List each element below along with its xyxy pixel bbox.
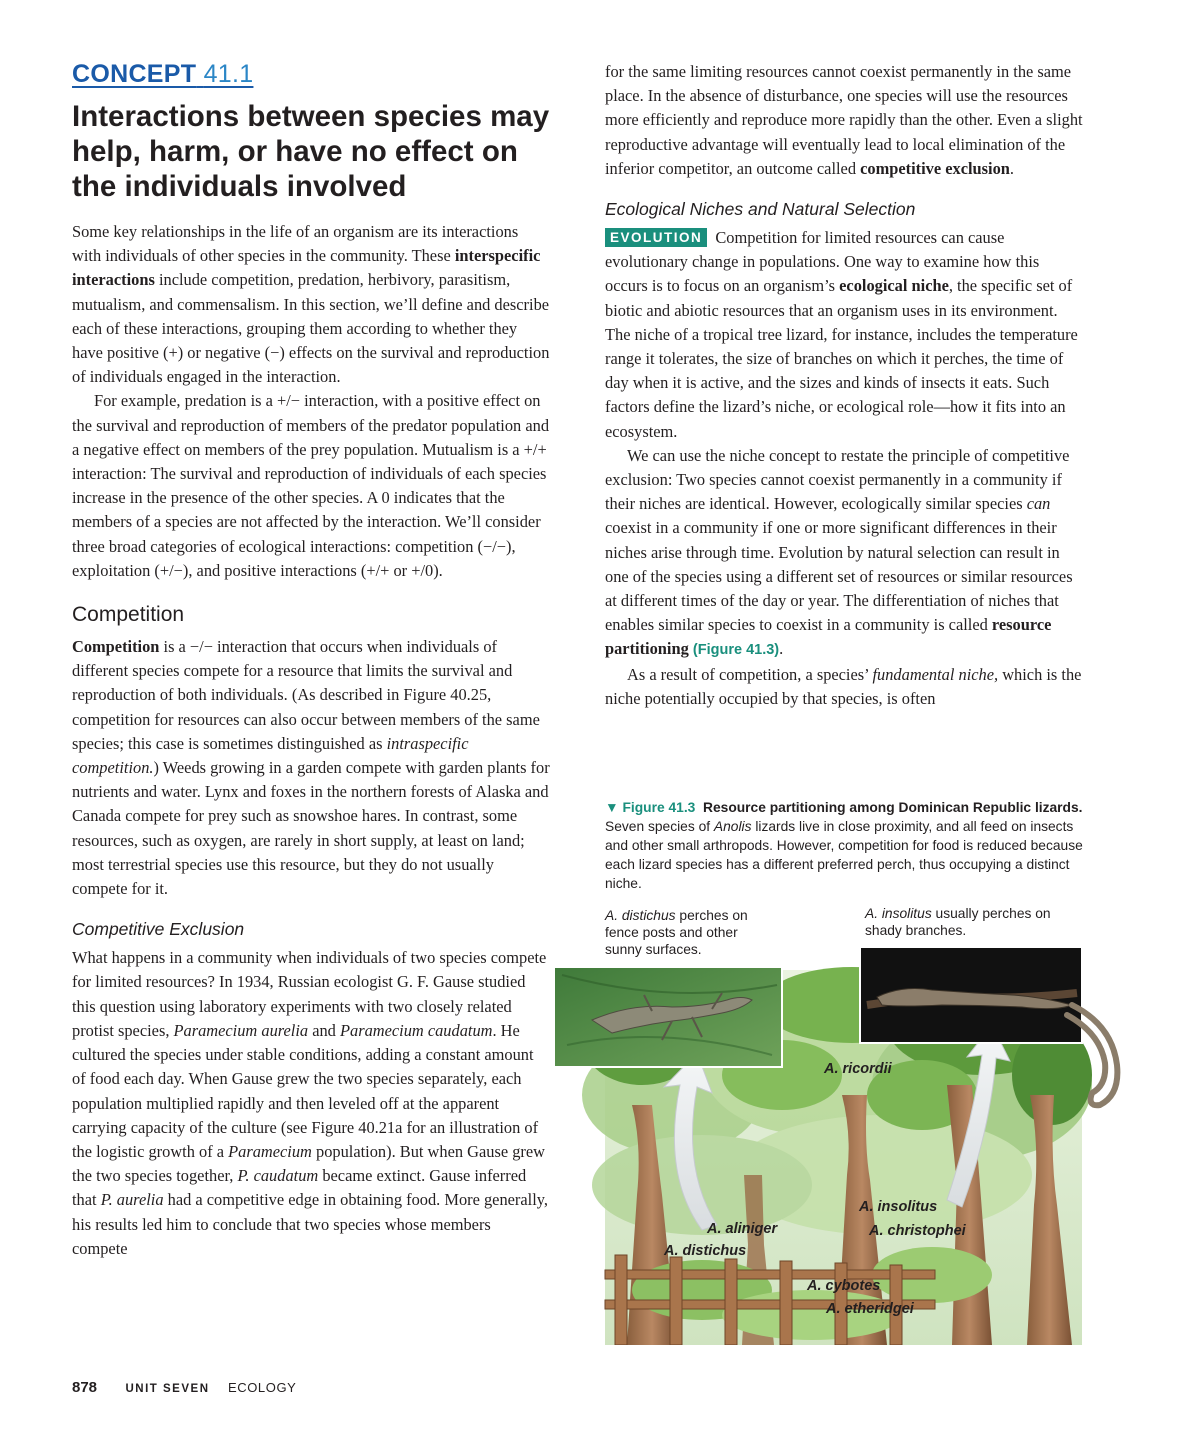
figure-title: Resource partitioning among Dominican Republic lizards. — [703, 800, 1083, 815]
concept-number: 41.1 — [203, 60, 254, 88]
left-column — [72, 60, 550, 1261]
figure-reference-link[interactable]: (Figure 41.3) — [692, 642, 780, 659]
distichus-photo — [554, 967, 782, 1067]
key-term-competitive-exclusion: competitive exclusion — [860, 158, 1010, 178]
label-aliniger: A. aliniger — [707, 1221, 778, 1237]
niche-heading: Ecological Niches and Natural Selection — [605, 199, 916, 220]
key-term-resource-partitioning: resource partitioning — [605, 615, 1052, 659]
right-column — [605, 60, 1083, 711]
label-christophei: A. christophei — [869, 1223, 966, 1239]
niche-paragraph-3: As a result of competition, a species’ fundamental niche, which is the niche potentially occupied by that species, is often — [605, 664, 1082, 708]
key-term-interspecific: interspecific interactions — [72, 246, 541, 290]
label-distichus: A. distichus — [664, 1243, 747, 1259]
figure-number: ▼ Figure 41.3 — [605, 800, 696, 815]
forest-illustration — [552, 945, 1132, 1345]
label-etheridgei: A. etheridgei — [826, 1301, 914, 1317]
label-cybotes: A. cybotes — [807, 1278, 881, 1294]
distichus-note: A. distichus perches on fence posts and other sunny surfaces. — [605, 908, 748, 957]
key-term-competition: Competition — [72, 637, 160, 657]
concept-title: Interactions between species may help, harm, or have no effect on the individuals involved — [72, 100, 550, 203]
competition-paragraph: Competition is a −/− interaction that occurs when individuals of different species compete for a resource that limits the survival and reproduction of both individuals. (As described in Figure 40.25, competition for resources can also occur between members of the same species; this case is sometimes distinguished as intraspecific competition.) Weeds growing in a garden compete with garden plants for nutrients and water. Lynx and foxes in the northern forests of Alaska and Canada compete for prey such as snowshoe hares. In contrast, some resources, such as oxygen, are rarely in short supply, at least on land; most terrestrial species use this resource, but they do not usually compete for it. — [72, 637, 550, 899]
competition-heading: Competition — [72, 603, 185, 627]
evolution-badge: EVOLUTION — [605, 228, 707, 247]
niche-paragraph-2: We can use the niche concept to restate the principle of competitive exclusion: Two species cannot coexist permanently in a community if their niches are identical. However, ecologically similar species can coexist in a community if one or more significant differences in their niches arise through time. Evolution by natural selection can result in one of the species using a different set of resources or similar resources at different times of the day or year. The differentiation of niches that enables similar species to coexist in a community is called resource partitioning (Figure 41.3). — [605, 445, 1073, 659]
label-ricordii: A. ricordii — [824, 1061, 892, 1077]
label-insolitus: A. insolitus — [859, 1199, 938, 1215]
figure-caption: ▼ Figure 41.3 Resource partitioning among Dominican Republic lizards. Seven species of Anolis lizards live in close proximity, and all feed on insects and other small arthropods. However, competition for food is reduced because each lizard species has a different preferred perch, thus occupying a distinct niche. — [605, 800, 1083, 891]
insolitus-note: A. insolitus usually perches on shady branches. — [865, 906, 1051, 938]
key-term-ecological-niche: ecological niche — [839, 276, 949, 296]
continued-paragraph: for the same limiting resources cannot coexist permanently in the same place. In the absence of disturbance, one species will use the resources more efficiently and reproduce more rapidly than the other. Even a slight reproductive advantage will eventually lead to local elimination of the inferior competitor, an outcome called competitive exclusion. — [605, 62, 1083, 178]
competitive-exclusion-paragraph: What happens in a community when individuals of two species compete for limited resources? In 1934, Russian ecologist G. F. Gause studied this question using laboratory experiments with two closely related protist species, Paramecium aurelia and Paramecium caudatum. He cultured the species under stable conditions, adding a constant amount of food each day. When Gause grew the two species separately, each population multiplied rapidly and then leveled off at the apparent carrying capacity of the culture (see Figure 40.21a for an illustration of the logistic growth of a Paramecium population). But when Gause grew the two species together, P. caudatum became extinct. Gause inferred that P. aurelia had a competitive edge in obtaining food. More generally, his results led him to conclude that two species whose members compete — [72, 948, 548, 1258]
section-label: ECOLOGY — [227, 1380, 297, 1395]
niche-paragraph-1: EVOLUTION Competition for limited resources can cause evolutionary change in populations. One way to examine how this occurs is to focus on an organism’s ecological niche, the specific set of biotic and abiotic resources that an organism uses in its environment. The niche of a tropical tree lizard, for instance, includes the temperature range it tolerates, the size of branches on which it perches, the time of day when it is active, and the sizes and kinds of insects it eats. Such factors define the lizard’s niche, or ecological role—how it fits into an ecosystem. — [605, 228, 1078, 441]
concept-label: CONCEPT 41.1 — [72, 60, 254, 88]
competitive-exclusion-heading: Competitive Exclusion — [72, 919, 245, 940]
page-number: 878 — [72, 1379, 98, 1396]
intro-paragraph-2: For example, predation is a +/− interaction, with a positive effect on the survival and reproduction of members of the predator population and a negative effect on members of the prey population. Mutualism is a +/+ interaction: The survival and reproduction of individuals of each species increase in the presence of the other species. A 0 indicates that the members of a species are not affected by the interaction. We’ll consider three broad categories of ecological interactions: competition (−/−), exploitation (+/−), and positive interactions (+/+ or +/0). — [72, 391, 550, 580]
unit-label: UNIT SEVEN — [125, 1383, 210, 1395]
page-footer — [72, 1379, 296, 1397]
intro-paragraph-1: Some key relationships in the life of an organism are its interactions with individuals of other species in the community. These interspecific interactions include competition, predation, herbivory, parasitism, mutualism, and commensalism. In this section, we’ll define and describe each of these interactions, grouping them according to whether they have positive (+) or negative (−) effects on the survival and reproduction of individuals engaged in the interaction. — [72, 222, 550, 387]
